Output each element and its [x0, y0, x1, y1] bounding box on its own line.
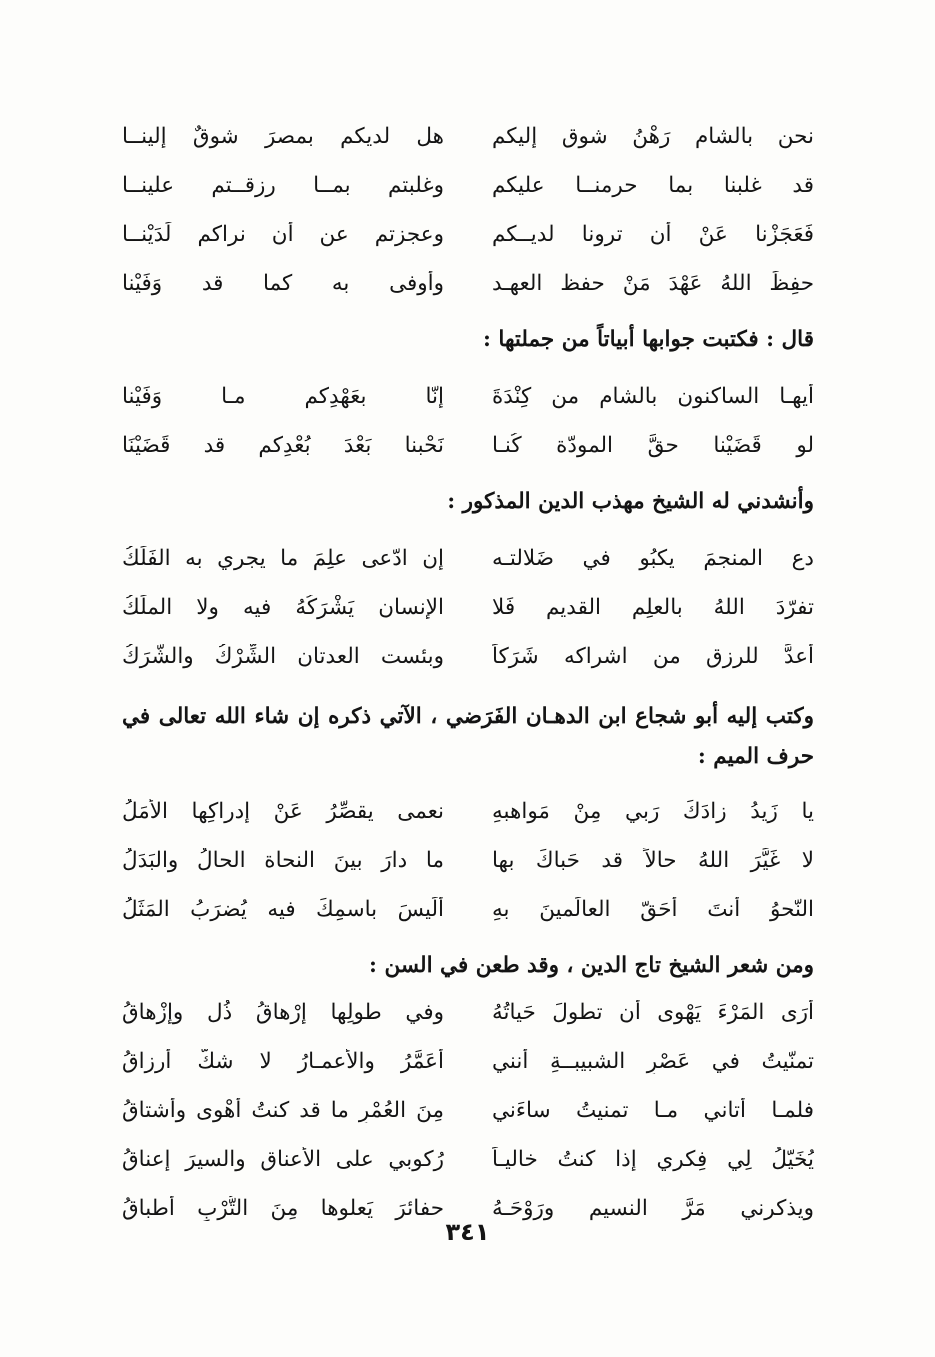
poem-stanza-4	[122, 787, 814, 934]
verse-first-hemistich: تمنّيتُ في عَصْرِ الشبيبــةِ أنني	[492, 1049, 814, 1074]
verse-second-hemistich: رُكوبي على الأعناق والسيرَ إعناقُ	[122, 1147, 444, 1172]
verse-first-hemistich: النّحوُ أنتَ أحَقّ العالَمينَ بهِ	[492, 897, 814, 922]
verse-second-hemistich: إن ادّعى علِمَ ما يجري به الفَلَكُ	[122, 546, 444, 571]
verse-second-hemistich: الإنسان يَشْرَكُهُ فيه ولا الملَكُ	[122, 595, 444, 620]
verse-line	[122, 632, 814, 681]
verse-line	[122, 1086, 814, 1135]
verse-first-hemistich: فَعَجَزْنا عَنْ أن ترونا لديــكم	[492, 222, 814, 247]
verse-first-hemistich: أعدَّ للرزق من اشراكه شَرَكاً	[492, 644, 814, 669]
verse-line	[122, 836, 814, 885]
page-number: ٣٤١	[445, 1218, 490, 1246]
verse-second-hemistich: نعمى يقصِّرُ عَنْ إدراكِها الأمَلُ	[122, 799, 444, 824]
verse-line	[122, 534, 814, 583]
verse-second-hemistich: مِنَ العُمْرِ ما قد كنتُ أهْوى وأشتاقُ	[122, 1098, 444, 1123]
page-content	[122, 112, 814, 1233]
verse-second-hemistich: ألَيسَ باسمِكَ فيه يُضرَبُ المَثَلُ	[122, 897, 444, 922]
verse-first-hemistich: ويذكرني مَرَّ النسيم ورَوْحَـهُ	[492, 1196, 814, 1221]
verse-first-hemistich: يا زَيدُ زادَكَ رَبي مِنْ مَواهبهِ	[492, 799, 814, 824]
verse-line	[122, 112, 814, 161]
verse-first-hemistich: لو قَضَيْنا حقَّ المودّة كُنـا	[492, 433, 814, 458]
prose-paragraph: وأنشدني له الشيخ مهذب الدين المذكور :	[447, 489, 814, 514]
verse-line	[122, 210, 814, 259]
verse-line	[122, 161, 814, 210]
verse-second-hemistich: وفي طولِها إرْهاقُ ذُل وإزْهاقُ	[122, 1000, 444, 1025]
poem-stanza-5	[122, 988, 814, 1233]
verse-first-hemistich: حفِظَ اللهُ عَهْدَ مَنْ حفظ العهـد	[492, 271, 814, 296]
verse-line	[122, 1037, 814, 1086]
verse-first-hemistich: دع المنجمَ يكبُو في ضَلالتـه	[492, 546, 814, 571]
verse-line	[122, 787, 814, 836]
verse-first-hemistich: لا غَيَّرَ اللهُ حالاً قد حَباكَ بها	[492, 848, 814, 873]
verse-line	[122, 885, 814, 934]
verse-second-hemistich: ما دارَ بينَ النحاة الحالُ والبَدَلُ	[122, 848, 444, 873]
verse-first-hemistich: أرَى المَرْءَ يَهْوى أن تطولَ حَياتُهُ	[492, 1000, 814, 1025]
verse-first-hemistich: تفرّدَ اللهُ بالعلِمِ القديم فَلا	[492, 595, 814, 620]
verse-first-hemistich: يُخَيّلُ لِي فِكري إذا كنتُ خاليـاً	[492, 1147, 814, 1172]
verse-line	[122, 988, 814, 1037]
verse-second-hemistich: هل لديكم بمصرَ شوقٌ إلينــا	[122, 124, 444, 149]
verse-line	[122, 583, 814, 632]
verse-second-hemistich: نَحْبنا بَعْدَ بُعْدِكم قد قَضَيْنَا	[122, 433, 444, 458]
poem-stanza-1	[122, 112, 814, 308]
verse-first-hemistich: قد غلبنا بما حرمنــا عليكم	[492, 173, 814, 198]
verse-line	[122, 1135, 814, 1184]
verse-second-hemistich: وبئست العدتان الشِّرْكُ والشَّرَكُ	[122, 644, 444, 669]
verse-second-hemistich: إنّا بعَهْدِكم مـا وَفَيْنا	[122, 384, 444, 409]
prose-paragraph: ومن شعر الشيخ تاج الدين ، وقد طعن في السن :	[369, 953, 814, 978]
verse-second-hemistich: وأوفى به كما قد وَفَيْنا	[122, 271, 444, 296]
prose-paragraph: قال : فكتبت جوابها أبياتاً من جملتها :	[483, 327, 814, 352]
verse-line	[122, 421, 814, 470]
verse-first-hemistich: نحن بالشام رَهْنُ شوقٍ إليكم	[492, 124, 814, 149]
verse-second-hemistich: وعجزتم عن أن نراكم لَدَيْنــا	[122, 222, 444, 247]
verse-first-hemistich: أيهـا الساكنون بالشام من كِنْدَةَ	[492, 384, 814, 409]
verse-line	[122, 372, 814, 421]
poem-stanza-2	[122, 372, 814, 470]
verse-line	[122, 259, 814, 308]
prose-paragraph: وكتب إليه أبو شجاع ابن الدهـان الفَرَضي ، الآتي ذكره إن شاء الله تعالى في حرف الميم :	[122, 704, 814, 769]
verse-second-hemistich: وغلبتم بمــا رزقــتم علينــا	[122, 173, 444, 198]
verse-second-hemistich: أُعَمَّرُ والأعمـارُ لا شكَّ أرزاقُ	[122, 1049, 444, 1074]
verse-first-hemistich: فلمـا أتاني مـا تمنيتُ ساءَني	[492, 1098, 814, 1123]
poem-stanza-3	[122, 534, 814, 681]
verse-second-hemistich: حفائرَ يَعلوها مِنَ التُّرْبِ أطباقُ	[122, 1196, 444, 1221]
